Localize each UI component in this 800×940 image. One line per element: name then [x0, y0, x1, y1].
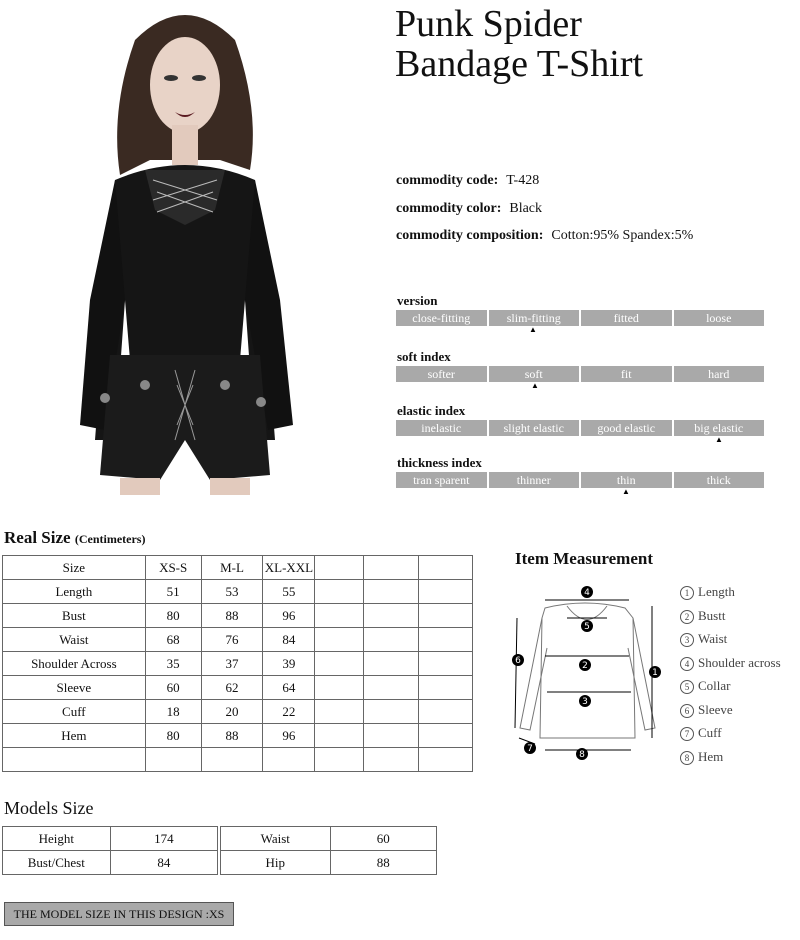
- table-row: [221, 827, 437, 851]
- header-cell: XL-XXL: [263, 556, 315, 580]
- commodity-color-value: Black: [509, 201, 543, 216]
- number-circle-icon: 1: [680, 586, 694, 600]
- svg-text:8: 8: [579, 750, 585, 760]
- elastic-index-option: slight elastic: [489, 420, 580, 436]
- table-cell: 51: [145, 580, 201, 604]
- legend-label: Hem: [698, 748, 724, 764]
- table-cell: [315, 700, 364, 724]
- soft-index-marker-icon: ▲: [531, 381, 539, 390]
- soft-index-option: fit: [581, 366, 672, 382]
- legend-label: Cuff: [698, 725, 722, 740]
- svg-text:2: 2: [582, 661, 588, 671]
- number-circle-icon: 8: [680, 751, 694, 765]
- table-cell: [315, 724, 364, 748]
- elastic-index-marker-icon: ▲: [715, 435, 723, 444]
- legend-item: [680, 749, 781, 773]
- legend-item: [680, 678, 781, 702]
- svg-text:1: 1: [652, 668, 658, 678]
- table-row: [3, 652, 473, 676]
- legend-item: [680, 655, 781, 679]
- models-size-table-left: [2, 826, 218, 875]
- table-header-row: [3, 556, 473, 580]
- legend-item: [680, 608, 781, 632]
- table-cell: 80: [145, 724, 201, 748]
- table-cell: 53: [201, 580, 263, 604]
- row-label: Waist: [221, 827, 331, 851]
- table-cell: 96: [263, 724, 315, 748]
- table-cell: [315, 604, 364, 628]
- table-cell: [145, 748, 201, 772]
- table-cell: [364, 676, 419, 700]
- number-circle-icon: 3: [680, 633, 694, 647]
- table-cell: [364, 604, 419, 628]
- table-cell: [315, 676, 364, 700]
- thickness-index-bar: [396, 472, 764, 488]
- item-measurement-title: Item Measurement: [515, 549, 654, 568]
- table-row: [221, 851, 437, 875]
- number-circle-icon: 5: [680, 680, 694, 694]
- table-cell: 88: [330, 851, 436, 875]
- table-row: [3, 580, 473, 604]
- table-row: [3, 604, 473, 628]
- table-cell: [419, 676, 473, 700]
- real-size-table: [2, 555, 473, 772]
- table-cell: [315, 580, 364, 604]
- commodity-composition-value: Cotton:95% Spandex:5%: [551, 228, 694, 243]
- table-row: [3, 724, 473, 748]
- table-cell: [3, 748, 146, 772]
- header-cell: Size: [3, 556, 146, 580]
- thickness-index-label: thickness index: [397, 455, 482, 470]
- table-cell: [315, 748, 364, 772]
- version-marker-icon: ▲: [529, 325, 537, 334]
- number-circle-icon: 7: [680, 727, 694, 741]
- table-cell: 55: [263, 580, 315, 604]
- legend-label: Collar: [698, 678, 731, 693]
- table-cell: [419, 580, 473, 604]
- table-row: [3, 700, 473, 724]
- soft-index-label: soft index: [397, 349, 451, 364]
- product-photo: [75, 0, 300, 495]
- soft-index-option: soft: [489, 366, 580, 382]
- table-cell: 80: [145, 604, 201, 628]
- thickness-index-option: thick: [674, 472, 765, 488]
- table-cell: [419, 700, 473, 724]
- elastic-index-bar: [396, 420, 764, 436]
- measurement-diagram: [505, 578, 675, 768]
- elastic-index-option: big elastic: [674, 420, 765, 436]
- table-cell: 84: [110, 851, 217, 875]
- elastic-index-option: inelastic: [396, 420, 487, 436]
- table-cell: 88: [201, 724, 263, 748]
- commodity-code-row: [396, 173, 539, 189]
- table-cell: [364, 652, 419, 676]
- table-cell: [419, 604, 473, 628]
- row-label: Shoulder Across: [3, 652, 146, 676]
- table-row: [3, 628, 473, 652]
- thickness-index-option: thin: [581, 472, 672, 488]
- header-cell: M-L: [201, 556, 263, 580]
- legend-label: Length: [698, 584, 735, 599]
- real-size-heading: [4, 528, 145, 548]
- table-row: [3, 827, 218, 851]
- legend-label: Sleeve: [698, 701, 733, 717]
- commodity-code-label: commodity code:: [396, 173, 499, 188]
- svg-text:5: 5: [584, 622, 590, 632]
- table-cell: [201, 748, 263, 772]
- table-cell: 22: [263, 700, 315, 724]
- number-circle-icon: 6: [680, 704, 694, 718]
- legend-item: [680, 725, 781, 749]
- table-cell: 20: [201, 700, 263, 724]
- svg-text:4: 4: [584, 588, 590, 598]
- header-cell: [364, 556, 419, 580]
- table-cell: 76: [201, 628, 263, 652]
- table-cell: [364, 700, 419, 724]
- table-cell: 96: [263, 604, 315, 628]
- soft-index-option: softer: [396, 366, 487, 382]
- version-option: close-fitting: [396, 310, 487, 326]
- number-circle-icon: 2: [680, 610, 694, 624]
- models-size-title: Models Size: [4, 798, 94, 818]
- table-row: [3, 748, 473, 772]
- commodity-color-label: commodity color:: [396, 201, 502, 216]
- table-cell: 68: [145, 628, 201, 652]
- real-size-title: Real Size: [4, 528, 71, 547]
- svg-text:6: 6: [515, 656, 521, 666]
- table-cell: [419, 652, 473, 676]
- commodity-code-value: T-428: [506, 173, 540, 188]
- row-label: Bust: [3, 604, 146, 628]
- version-label: version: [397, 293, 438, 308]
- header-cell: XS-S: [145, 556, 201, 580]
- legend-item: [680, 584, 781, 608]
- row-label: Height: [3, 827, 111, 851]
- table-cell: 60: [330, 827, 436, 851]
- title-line-1: Punk Spider: [395, 3, 582, 45]
- soft-index-bar: [396, 366, 764, 382]
- version-option: loose: [674, 310, 765, 326]
- table-cell: 62: [201, 676, 263, 700]
- header-cell: [419, 556, 473, 580]
- table-cell: [419, 628, 473, 652]
- legend-label: Shoulder across: [698, 654, 781, 670]
- table-cell: [315, 628, 364, 652]
- table-cell: 18: [145, 700, 201, 724]
- elastic-index-option: good elastic: [581, 420, 672, 436]
- thickness-index-option: thinner: [489, 472, 580, 488]
- row-label: Length: [3, 580, 146, 604]
- product-title: [395, 4, 643, 84]
- table-cell: 35: [145, 652, 201, 676]
- number-circle-icon: 4: [680, 657, 694, 671]
- legend-item: [680, 702, 781, 726]
- thickness-index-option: tran sparent: [396, 472, 487, 488]
- row-label: Hem: [3, 724, 146, 748]
- models-size-table-right: [220, 826, 437, 875]
- table-cell: 39: [263, 652, 315, 676]
- version-option: slim-fitting: [489, 310, 580, 326]
- table-row: [3, 851, 218, 875]
- svg-text:7: 7: [527, 744, 533, 754]
- legend-item: [680, 631, 781, 655]
- table-cell: [263, 748, 315, 772]
- table-cell: 88: [201, 604, 263, 628]
- model-size-note: THE MODEL SIZE IN THIS DESIGN :XS: [4, 902, 234, 926]
- table-cell: [419, 748, 473, 772]
- commodity-composition-row: [396, 228, 693, 244]
- legend-label: Waist: [698, 631, 728, 646]
- row-label: Waist: [3, 628, 146, 652]
- svg-text:3: 3: [582, 697, 588, 707]
- commodity-composition-label: commodity composition:: [396, 228, 544, 243]
- table-cell: [315, 652, 364, 676]
- table-cell: [364, 748, 419, 772]
- header-cell: [315, 556, 364, 580]
- table-row: [3, 676, 473, 700]
- table-cell: 60: [145, 676, 201, 700]
- row-label: Hip: [221, 851, 331, 875]
- title-line-2: Bandage T-Shirt: [395, 43, 644, 85]
- version-option: fitted: [581, 310, 672, 326]
- table-cell: [419, 724, 473, 748]
- table-cell: 174: [110, 827, 217, 851]
- elastic-index-label: elastic index: [397, 403, 466, 418]
- real-size-unit: (Centimeters): [74, 532, 146, 546]
- table-cell: 37: [201, 652, 263, 676]
- table-cell: [364, 580, 419, 604]
- row-label: Bust/Chest: [3, 851, 111, 875]
- soft-index-option: hard: [674, 366, 765, 382]
- table-cell: [364, 628, 419, 652]
- table-cell: 64: [263, 676, 315, 700]
- table-cell: [364, 724, 419, 748]
- measurement-legend: [680, 584, 781, 772]
- row-label: Cuff: [3, 700, 146, 724]
- version-bar: [396, 310, 764, 326]
- legend-label: Bustt: [698, 607, 726, 623]
- commodity-color-row: [396, 201, 542, 217]
- thickness-index-marker-icon: ▲: [622, 487, 630, 496]
- table-cell: 84: [263, 628, 315, 652]
- row-label: Sleeve: [3, 676, 146, 700]
